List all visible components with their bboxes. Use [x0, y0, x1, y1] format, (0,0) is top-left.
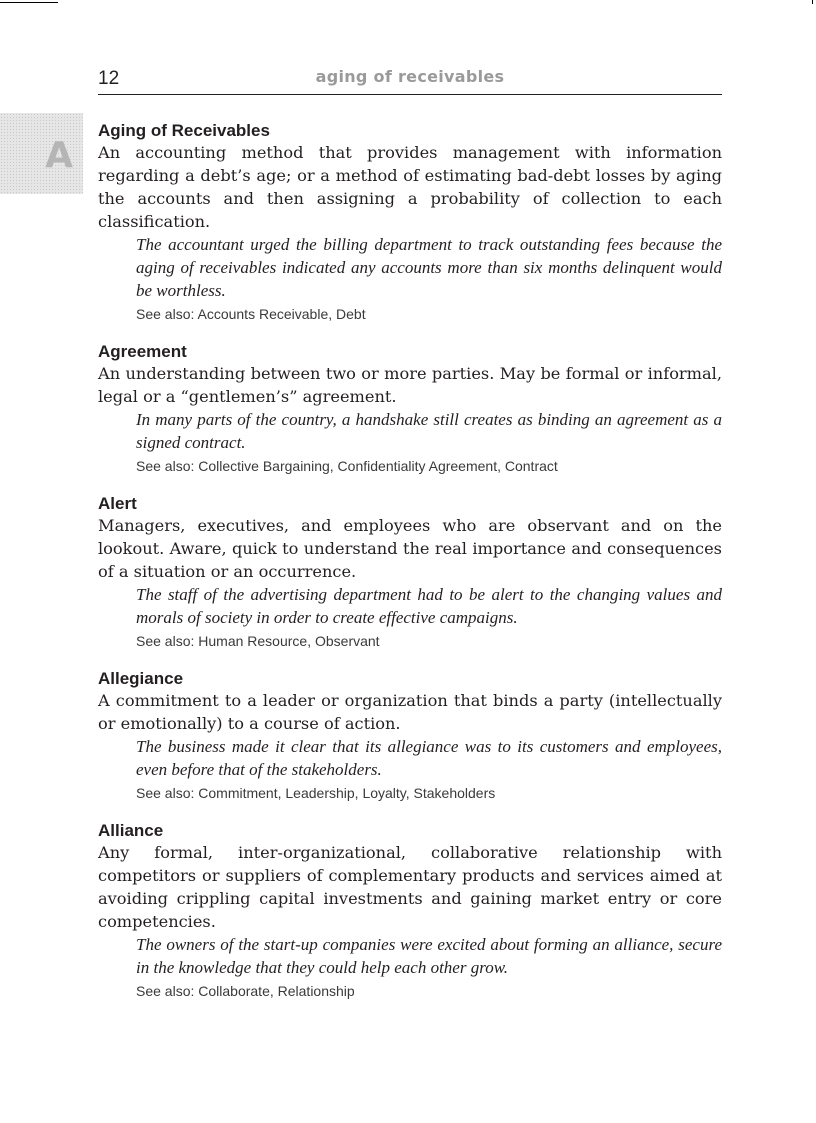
thumb-index-letter: A — [45, 135, 73, 176]
entry-example: The staff of the advertising department had to be alert to the changing values and morals of society in order to create effective campaigns. — [136, 585, 722, 627]
crop-mark-right — [812, 0, 813, 4]
thumb-index-tab — [0, 113, 83, 194]
running-head: aging of receivables — [315, 67, 505, 86]
entry-definition: Managers, executives, and employees who are observant and on the lookout. Aware, quick to understand the real importance and consequences of a situation or an occurrence. — [98, 516, 722, 581]
entry-example: In many parts of the country, a handshake still creates as binding an agreement as a signed contract. — [136, 410, 722, 452]
entry-term: Aging of Receivables — [98, 121, 270, 140]
page-number: 12 — [98, 68, 120, 89]
entry-term: Alliance — [98, 821, 164, 840]
glossary-entry-alert — [98, 493, 722, 651]
entry-term: Allegiance — [98, 669, 184, 688]
glossary-entry-allegiance — [98, 668, 722, 803]
page-header — [98, 62, 722, 95]
entry-example: The accountant urged the billing department to track outstanding fees because the aging of receivables indicated any accounts more than six months delinquent would be worthless. — [136, 235, 722, 300]
glossary-entry-aging-of-receivables — [98, 120, 722, 324]
glossary-entries — [98, 120, 722, 1018]
entry-see-also: See also: Human Resource, Observant — [136, 633, 380, 649]
entry-definition: A commitment to a leader or organization that binds a party (intellectually or emotionally) to a course of action. — [98, 691, 722, 733]
entry-definition: Any formal, inter-organizational, collaborative relationship with competitors or suppliers of complementary products and services aimed at avoiding crippling capital investments and gaining market entry or core competencies. — [98, 843, 722, 931]
entry-see-also: See also: Commitment, Leadership, Loyalty, Stakeholders — [136, 785, 496, 801]
entry-example: The owners of the start-up companies were excited about forming an alliance, secure in the knowledge that they could help each other grow. — [136, 935, 722, 977]
entry-see-also: See also: Accounts Receivable, Debt — [136, 306, 366, 322]
glossary-entry-alliance — [98, 820, 722, 1001]
entry-see-also: See also: Collective Bargaining, Confidentiality Agreement, Contract — [136, 458, 558, 474]
glossary-entry-agreement — [98, 341, 722, 476]
entry-definition: An understanding between two or more parties. May be formal or informal, legal or a “gentlemen’s” agreement. — [98, 364, 722, 406]
entry-see-also: See also: Collaborate, Relationship — [136, 983, 355, 999]
entry-term: Alert — [98, 494, 137, 513]
entry-term: Agreement — [98, 342, 187, 361]
crop-mark-left — [0, 2, 58, 3]
entry-example: The business made it clear that its allegiance was to its customers and employees, even before that of the stakeholders. — [136, 737, 722, 779]
entry-definition: An accounting method that provides management with information regarding a debt’s age; or a method of estimating bad-debt losses by aging the accounts and then assigning a probability of collection to each classification. — [98, 143, 722, 231]
